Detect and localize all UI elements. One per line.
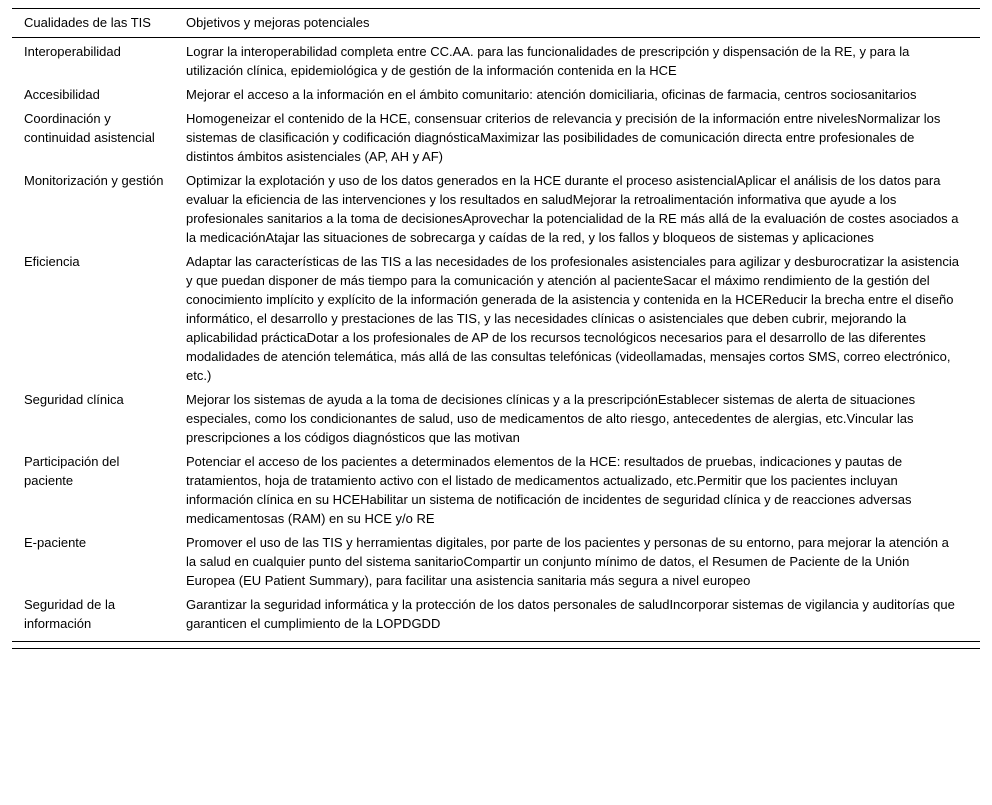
quality-cell: Participación del paciente (24, 453, 120, 488)
column-header-objectives: Objetivos y mejoras potenciales (186, 15, 370, 30)
table-row-seguridad-informacion (12, 592, 980, 635)
table-row-accesibilidad (12, 82, 980, 106)
quality-cell: Interoperabilidad (24, 43, 121, 59)
quality-cell: Accesibilidad (24, 86, 100, 102)
objective-cell: Mejorar los sistemas de ayuda a la toma de decisiones clínicas y a la prescripciónEstablecer sistemas de alerta de situaciones especiales, como los condicionantes de salud, uso de medicamentos de alto riesgo, antecedentes de alergias, etc.Vincular las prescripciones a los códigos diagnósticos que las motivan (186, 391, 916, 445)
objective-cell: Promover el uso de las TIS y herramientas digitales, por parte de los pacientes y personas de su entorno, para mejorar la atención a la salud en cualquier punto del sistema sanitarioCompartir un conjunto mínimo de datos, el Resumen de Paciente de la Unión Europea (EU Patient Summary), para facilitar una asistencia sanitaria más segura a nivel europeo (186, 534, 949, 588)
objective-cell: Mejorar el acceso a la información en el ámbito comunitario: atención domiciliaria, oficinas de farmacia, centros sociosanitarios (186, 86, 917, 102)
quality-cell: Monitorización y gestión (24, 172, 164, 188)
quality-cell: Coordinación y continuidad asistencial (24, 110, 155, 145)
table-row-seguridad-clinica (12, 387, 980, 449)
table-row-interoperabilidad (12, 39, 980, 82)
table-bottom-rule (12, 648, 980, 649)
objective-cell: Garantizar la seguridad informática y la protección de los datos personales de saludIncorporar sistemas de vigilancia y auditorías que garanticen el cumplimiento de la LOPDGDD (186, 596, 955, 631)
quality-cell: Seguridad clínica (24, 391, 124, 407)
column-header-qualities: Cualidades de las TIS (24, 15, 151, 30)
tis-objectives-table (12, 8, 980, 642)
table-row-monitorizacion (12, 168, 980, 249)
table-row-eficiencia (12, 249, 980, 387)
table-row-participacion-paciente (12, 449, 980, 530)
objective-cell: Homogeneizar el contenido de la HCE, consensuar criterios de relevancia y precisión de la información entre nivelesNormalizar los sistemas de clasificación y codificación diagnósticaMaximizar las posibilidades de comunicación directa entre profesionales de distintos ámbitos asistenciales (AP, AH y AF) (186, 110, 941, 164)
table-row-coordinacion (12, 106, 980, 168)
quality-cell: Eficiencia (24, 253, 80, 269)
objective-cell: Potenciar el acceso de los pacientes a determinados elementos de la HCE: resultados de pruebas, indicaciones y pautas de tratamientos, hoja de tratamiento activo con el listado de medicamentos actualizado, etc.Permitir que los pacientes incluyan información clínica en su HCEHabilitar un sistema de notificación de incidentes de seguridad clínica y de reacciones adversas medicamentosas (RAM) en su HCE y/o RE (186, 453, 912, 526)
quality-cell: E-paciente (24, 534, 87, 550)
objective-cell: Lograr la interoperabilidad completa entre CC.AA. para las funcionalidades de prescripción y dispensación de la RE, y para la utilización clínica, epidemiológica y de gestión de la información contenida en la HCE (186, 43, 910, 78)
table-header-row (12, 9, 980, 38)
table-row-e-paciente (12, 530, 980, 592)
objective-cell: Optimizar la explotación y uso de los datos generados en la HCE durante el proceso asistencialAplicar el análisis de los datos para evaluar la eficiencia de las intervenciones y los resultados en saludMejorar la retroalimentación informativa que ayude a los profesionales sanitarios a la toma de decisionesAprovechar la potencialidad de la RE más allá de la evaluación de costes asociados a la medicaciónAtajar las situaciones de sobrecarga y caídas de la red, y los fallos y bloqueos de sistemas y aplicaciones (186, 172, 959, 245)
quality-cell: Seguridad de la información (24, 596, 116, 631)
objective-cell: Adaptar las características de las TIS a las necesidades de los profesionales asistenciales para agilizar y desburocratizar la asistencia y que puedan disponer de más tiempo para la comunicación y atención al pacienteSacar el máximo rendimiento de la gestión del conocimiento implícito y explícito de la información generada de la asistencia y contenida en la HCEReducir la brecha entre el diseño informático, el desarrollo y prestaciones de las TIS, y las necesidades clínicas o asistenciales que deben cubrir, mejorando la aplicabilidad prácticaDotar a los profesionales de AP de los recursos tecnológicos necesarios para el desarrollo de las diferentes modalidades de atención telemática, más allá de las consultas telefónicas (videollamadas, mensajes cortos SMS, correo electrónico, etc.) (186, 253, 959, 383)
